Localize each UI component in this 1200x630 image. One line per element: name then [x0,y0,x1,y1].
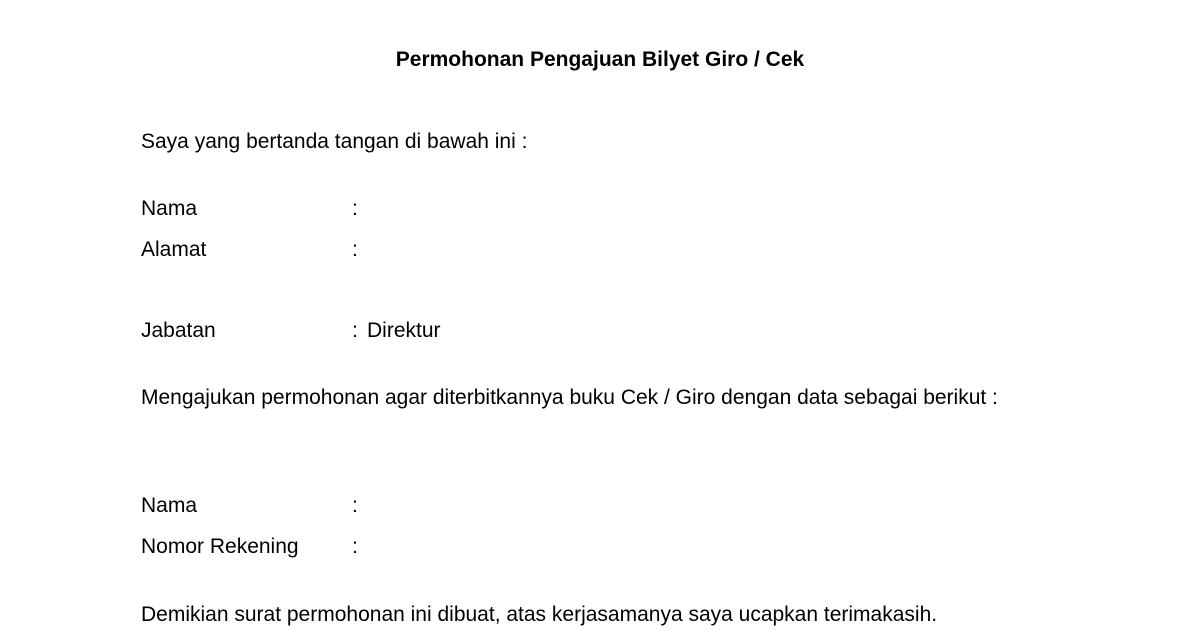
applicant-address-separator: : [352,238,358,261]
applicant-position-separator: : [352,319,358,342]
request-paragraph: Mengajukan permohonan agar diterbitkannya buku Cek / Giro dengan data sebagai berikut : [141,386,998,409]
account-number-label: Nomor Rekening [141,535,299,558]
applicant-position-value: Direktur [367,319,441,342]
account-name-label: Nama [141,494,198,517]
account-number-separator: : [352,535,358,558]
applicant-name-label: Nama [141,197,198,220]
applicant-name-separator: : [352,197,358,220]
applicant-position-label: Jabatan [141,319,216,342]
applicant-address-label: Alamat [141,238,207,261]
intro-text: Saya yang bertanda tangan di bawah ini : [141,130,528,153]
document-title: Permohonan Pengajuan Bilyet Giro / Cek [395,48,805,71]
account-name-separator: : [352,494,358,517]
closing-text: Demikian surat permohonan ini dibuat, atas kerjasamanya saya ucapkan terimakasih. [141,603,938,626]
